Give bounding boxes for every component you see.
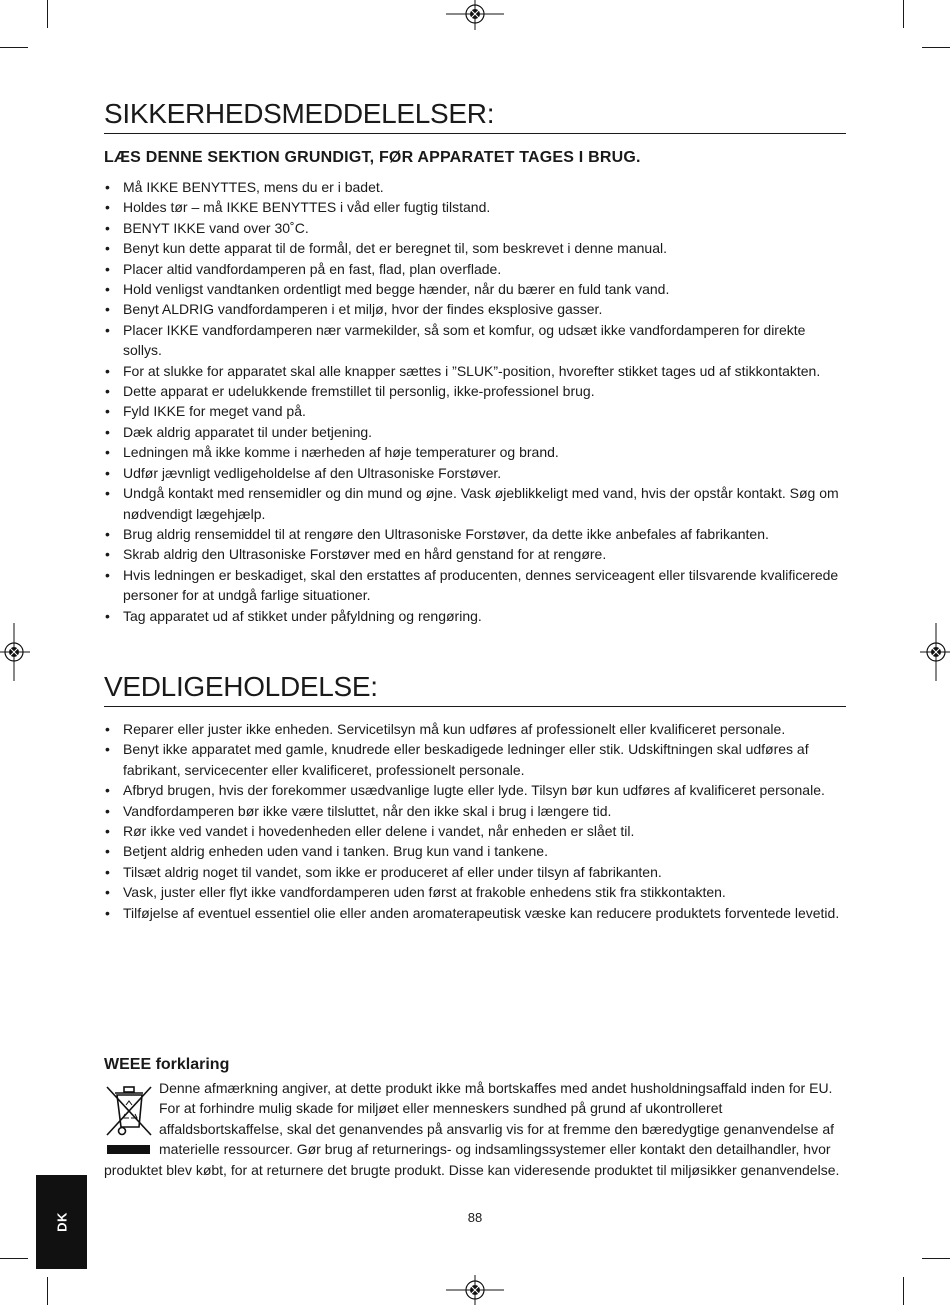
crop-mark	[0, 47, 28, 48]
list-item: • Afbryd brugen, hvis der forekommer usædvanlige lugte eller lyde. Tilsyn bør kun udføres af kvalificeret personale.	[104, 780, 846, 800]
crop-mark	[903, 1277, 904, 1305]
registration-mark-icon	[446, 0, 504, 30]
list-item: • Skrab aldrig den Ultrasoniske Forstøver med en hård genstand for at rengøre.	[104, 544, 846, 564]
crop-mark	[922, 47, 950, 48]
crop-mark	[47, 0, 48, 28]
list-item: • Dæk aldrig apparatet til under betjening.	[104, 422, 846, 442]
list-item: • Benyt kun dette apparat til de formål, det er beregnet til, som beskrevet i denne manual.	[104, 238, 846, 258]
crop-mark	[0, 1258, 28, 1259]
maintenance-list	[104, 719, 846, 923]
list-item: • Ledningen må ikke komme i nærheden af høje temperaturer og brand.	[104, 442, 846, 462]
list-item: • Må IKKE BENYTTES, mens du er i badet.	[104, 177, 846, 197]
list-item: • Rør ikke ved vandet i hovedenheden eller delene i vandet, når enheden er slået til.	[104, 821, 846, 841]
list-item: • Vask, juster eller flyt ikke vandfordamperen uden først at frakoble enhedens stik fra stikkontakten.	[104, 882, 846, 902]
crop-mark	[903, 0, 904, 28]
list-item: • Dette apparat er udelukkende fremstillet til personlig, ikke-professionel brug.	[104, 381, 846, 401]
list-item: • Benyt ALDRIG vandfordamperen i et miljø, hvor der findes eksplosive gasser.	[104, 299, 846, 319]
list-item: • Udfør jævnligt vedligeholdelse af den Ultrasoniske Forstøver.	[104, 463, 846, 483]
registration-mark-icon	[920, 623, 950, 681]
crop-mark	[47, 1277, 48, 1305]
list-item: • Placer IKKE vandfordamperen nær varmekilder, så som et komfur, og udsæt ikke vandfordamperen for direkte sollys.	[104, 320, 846, 361]
weee-description: Denne afmærkning angiver, at dette produkt ikke må bortskaffes med andet husholdningsaffald inden for EU. For at forhindre mulig skade for miljøet eller menneskers sundhed på grund af ukontrolleret affaldsbortskaffelse, skal det genanvendes på ansvarlig vis for at fremme den bæredygtige genanvendelse af materielle ressourcer. Gør brug af returnerings- og indsamlingssystemer eller kontakt den detailhandler, hvor produktet blev købt, for at returnere det brugte produkt. Disse kan videresende produktet til miljøsikker genanvendelse.	[104, 1080, 840, 1178]
list-item: • Fyld IKKE for meget vand på.	[104, 401, 846, 421]
crop-mark	[922, 1258, 950, 1259]
maintenance-heading: VEDLIGEHOLDELSE:	[104, 670, 846, 707]
list-item: • Tilføjelse af eventuel essentiel olie eller anden aromaterapeutisk væske kan reducere produktets forventede levetid.	[104, 903, 846, 923]
list-item: • Vandfordamperen bør ikke være tilsluttet, når den ikke skal i brug i længere tid.	[104, 801, 846, 821]
safety-list	[104, 177, 846, 626]
list-item: • Undgå kontakt med rensemidler og din mund og øjne. Vask øjeblikkeligt med vand, hvis der opstår kontakt. Søg om nødvendigt lægehjælp.	[104, 483, 846, 524]
weee-heading: WEEE forklaring	[104, 1056, 230, 1073]
list-item: • BENYT IKKE vand over 30˚C.	[104, 218, 846, 238]
list-item: • Benyt ikke apparatet med gamle, knudrede eller beskadigede ledninger eller stik. Udskiftningen skal udføres af fabrikant, servicecenter eller kvalificeret, professionelt personale.	[104, 739, 846, 780]
list-item: • Tilsæt aldrig noget til vandet, som ikke er produceret af eller under tilsyn af fabrikanten.	[104, 862, 846, 882]
list-item: • Tag apparatet ud af stikket under påfyldning og rengøring.	[104, 606, 846, 626]
list-item: • Hold venligst vandtanken ordentligt med begge hænder, når du bærer en fuld tank vand.	[104, 279, 846, 299]
language-tab-label: DK	[54, 1212, 69, 1232]
list-item: • Hvis ledningen er beskadiget, skal den erstattes af producenten, dennes serviceagent eller tilsvarende kvalificerede personer for at undgå farlige situationer.	[104, 565, 846, 606]
list-item: • For at slukke for apparatet skal alle knapper sættes i ”SLUK”-position, hvorefter stikket tages ud af stikkontakten.	[104, 361, 846, 381]
safety-subheading: LÆS DENNE SEKTION GRUNDIGT, FØR APPARATET TAGES I BRUG.	[104, 149, 641, 166]
registration-mark-icon	[446, 1275, 504, 1305]
list-item: • Reparer eller juster ikke enheden. Servicetilsyn må kun udføres af professionelt eller kvalificeret personale.	[104, 719, 846, 739]
list-item: • Brug aldrig rensemiddel til at rengøre den Ultrasoniske Forstøver, da dette ikke anbefales af fabrikanten.	[104, 524, 846, 544]
list-item: • Holdes tør – må IKKE BENYTTES i våd eller fugtig tilstand.	[104, 197, 846, 217]
list-item: • Betjent aldrig enheden uden vand i tanken. Brug kun vand i tankene.	[104, 841, 846, 861]
language-tab	[36, 1175, 87, 1269]
registration-mark-icon	[0, 623, 30, 681]
safety-heading: SIKKERHEDSMEDDELELSER:	[104, 97, 846, 134]
list-item: • Placer altid vandfordamperen på en fast, flad, plan overflade.	[104, 259, 846, 279]
page-number: 88	[467, 1210, 483, 1225]
